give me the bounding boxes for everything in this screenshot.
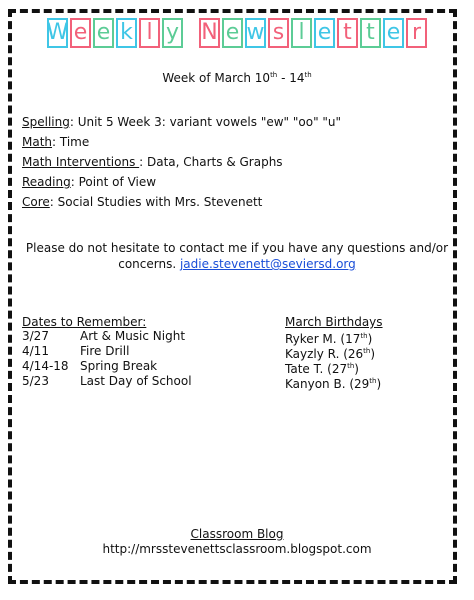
birthday-row <box>285 344 383 359</box>
subjects-list <box>22 112 442 212</box>
subject-label: Math <box>22 135 53 149</box>
date-event: Last Day of School <box>80 374 192 388</box>
title-letter-tile: e <box>314 18 335 48</box>
date-value: 5/23 <box>22 374 49 388</box>
birthday-row <box>285 374 383 389</box>
title-letter-tile: e <box>70 18 91 48</box>
dashed-border <box>8 9 457 584</box>
birthday-sup: th <box>347 362 355 370</box>
dates-header: Dates to Remember: <box>22 315 147 329</box>
subject-item <box>22 172 442 192</box>
title-gap <box>185 18 197 48</box>
title-letter-tile: l <box>291 18 312 48</box>
subject-text: : Point of View <box>70 175 157 189</box>
birthday-name: Tate T. (27 <box>285 362 348 376</box>
week-sup-2: th <box>304 71 312 79</box>
subject-text: : Unit 5 Week 3: variant vowels "ew" "oo" "u" <box>69 115 342 129</box>
birthday-name: Ryker M. (17 <box>285 332 361 346</box>
title-letter-tile: t <box>337 18 358 48</box>
subject-label: Math Interventions <box>22 155 140 169</box>
march-birthdays <box>285 315 383 389</box>
subject-text: : Data, Charts & Graphs <box>139 155 283 169</box>
title-letter-tile: N <box>199 18 220 48</box>
birthday-end: ) <box>354 362 359 376</box>
birthday-end: ) <box>376 377 382 391</box>
date-event: Spring Break <box>80 359 158 373</box>
dates-to-remember <box>22 315 192 389</box>
title-letter-tile: e <box>222 18 243 48</box>
date-row <box>22 344 192 359</box>
birthday-sup: th <box>369 377 377 385</box>
birthday-name: Kayzly R. (26 <box>285 347 364 361</box>
birthday-sup: th <box>360 332 368 340</box>
title-letter-tile: e <box>93 18 114 48</box>
birthday-end: ) <box>370 347 376 361</box>
title-letter-tile: e <box>383 18 404 48</box>
date-value: 4/11 <box>22 344 49 358</box>
birthday-name: Kanyon B. (29 <box>285 377 370 391</box>
subject-item <box>22 152 442 172</box>
week-prefix: Week of March 10 <box>162 71 271 85</box>
title-letter-tile: k <box>116 18 137 48</box>
subject-label: Spelling <box>22 115 70 129</box>
birthday-row <box>285 329 383 344</box>
contact-text: Please do not hesitate to contact me if you have any questions and/or concerns. <box>25 241 449 271</box>
date-value: 4/14-18 <box>22 359 69 373</box>
date-row <box>22 374 192 389</box>
subject-label: Reading <box>22 175 71 189</box>
subject-item <box>22 112 442 132</box>
title-letter-tile: r <box>406 18 427 48</box>
blog-title: Classroom Blog <box>190 527 284 541</box>
week-of <box>0 71 474 85</box>
date-event: Art & Music Night <box>80 329 186 343</box>
contact-note <box>20 240 454 272</box>
title-letter-tile: l <box>139 18 160 48</box>
subject-text: : Time <box>52 135 90 149</box>
date-value: 3/27 <box>22 329 49 343</box>
subject-item <box>22 132 442 152</box>
subject-label: Core <box>22 195 50 209</box>
date-row <box>22 329 192 344</box>
title-letter-tile: t <box>360 18 381 48</box>
week-mid: - 14 <box>277 71 305 85</box>
title-letter-tile: s <box>268 18 289 48</box>
date-event: Fire Drill <box>80 344 130 358</box>
date-row <box>22 359 192 374</box>
title-letter-tile: W <box>47 18 68 48</box>
birthday-sup: th <box>363 347 371 355</box>
birthday-row <box>285 359 383 374</box>
week-sup-1: th <box>270 71 278 79</box>
subject-item <box>22 192 442 212</box>
title-letter-tile: y <box>162 18 183 48</box>
birthday-end: ) <box>367 332 373 346</box>
blog-url[interactable]: http://mrsstevenettsclassroom.blogspot.com <box>102 542 372 556</box>
email-link[interactable]: jadie.stevenett@seviersd.org <box>179 257 356 271</box>
title-letter-tile: w <box>245 18 266 48</box>
birthdays-header: March Birthdays <box>285 315 383 329</box>
classroom-blog <box>0 527 474 557</box>
subject-text: : Social Studies with Mrs. Stevenett <box>49 195 263 209</box>
newsletter-title <box>0 18 474 58</box>
